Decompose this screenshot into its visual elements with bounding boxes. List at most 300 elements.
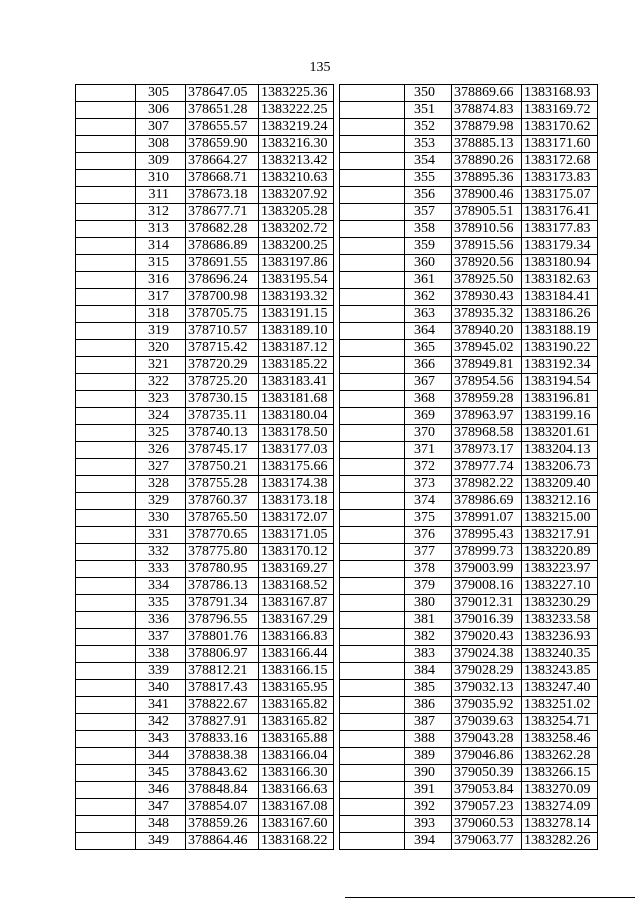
x-coordinate-cell: 379020.43 xyxy=(452,629,522,646)
table-row xyxy=(76,408,334,425)
y-coordinate-cell: 1383222.25 xyxy=(259,102,334,119)
table-row xyxy=(76,663,334,680)
point-number-cell: 318 xyxy=(136,306,186,323)
point-number-cell: 306 xyxy=(136,102,186,119)
blank-cell xyxy=(76,408,136,425)
table-row xyxy=(340,714,598,731)
blank-cell xyxy=(340,221,405,238)
x-coordinate-cell: 378999.73 xyxy=(452,544,522,561)
table-row xyxy=(76,697,334,714)
y-coordinate-cell: 1383173.18 xyxy=(259,493,334,510)
point-number-cell: 390 xyxy=(405,765,452,782)
blank-cell xyxy=(76,85,136,102)
point-number-cell: 391 xyxy=(405,782,452,799)
point-number-cell: 324 xyxy=(136,408,186,425)
page-number: 135 xyxy=(309,60,331,75)
blank-cell xyxy=(76,765,136,782)
y-coordinate-cell: 1383172.07 xyxy=(259,510,334,527)
table-row xyxy=(340,255,598,272)
blank-cell xyxy=(340,357,405,374)
y-coordinate-cell: 1383167.29 xyxy=(259,612,334,629)
y-coordinate-cell: 1383278.14 xyxy=(522,816,598,833)
blank-cell xyxy=(340,170,405,187)
table-row xyxy=(76,289,334,306)
blank-cell xyxy=(340,799,405,816)
x-coordinate-cell: 378659.90 xyxy=(186,136,259,153)
table-row xyxy=(340,374,598,391)
point-number-cell: 354 xyxy=(405,153,452,170)
point-number-cell: 349 xyxy=(136,833,186,850)
table-row xyxy=(76,187,334,204)
y-coordinate-cell: 1383173.83 xyxy=(522,170,598,187)
blank-cell xyxy=(340,782,405,799)
point-number-cell: 332 xyxy=(136,544,186,561)
x-coordinate-cell: 378750.21 xyxy=(186,459,259,476)
point-number-cell: 371 xyxy=(405,442,452,459)
y-coordinate-cell: 1383233.58 xyxy=(522,612,598,629)
x-coordinate-cell: 378796.55 xyxy=(186,612,259,629)
x-coordinate-cell: 378945.02 xyxy=(452,340,522,357)
y-coordinate-cell: 1383220.89 xyxy=(522,544,598,561)
point-number-cell: 392 xyxy=(405,799,452,816)
x-coordinate-cell: 378963.97 xyxy=(452,408,522,425)
x-coordinate-cell: 378655.57 xyxy=(186,119,259,136)
x-coordinate-cell: 378730.15 xyxy=(186,391,259,408)
y-coordinate-cell: 1383168.22 xyxy=(259,833,334,850)
table-row xyxy=(340,170,598,187)
table-row xyxy=(340,595,598,612)
y-coordinate-cell: 1383166.63 xyxy=(259,782,334,799)
table-row xyxy=(76,238,334,255)
point-number-cell: 314 xyxy=(136,238,186,255)
table-row xyxy=(76,204,334,221)
y-coordinate-cell: 1383175.07 xyxy=(522,187,598,204)
blank-cell xyxy=(76,238,136,255)
y-coordinate-cell: 1383213.42 xyxy=(259,153,334,170)
blank-cell xyxy=(76,204,136,221)
coordinate-table-right-body xyxy=(340,85,598,850)
blank-cell xyxy=(76,425,136,442)
x-coordinate-cell: 378905.51 xyxy=(452,204,522,221)
y-coordinate-cell: 1383169.72 xyxy=(522,102,598,119)
point-number-cell: 308 xyxy=(136,136,186,153)
table-row xyxy=(340,697,598,714)
point-number-cell: 384 xyxy=(405,663,452,680)
point-number-cell: 394 xyxy=(405,833,452,850)
y-coordinate-cell: 1383186.26 xyxy=(522,306,598,323)
point-number-cell: 323 xyxy=(136,391,186,408)
blank-cell xyxy=(340,289,405,306)
table-row xyxy=(340,119,598,136)
table-row xyxy=(340,833,598,850)
table-row xyxy=(340,272,598,289)
point-number-cell: 317 xyxy=(136,289,186,306)
x-coordinate-cell: 378647.05 xyxy=(186,85,259,102)
table-row xyxy=(76,748,334,765)
blank-cell xyxy=(340,527,405,544)
point-number-cell: 378 xyxy=(405,561,452,578)
coordinate-table-left-body xyxy=(76,85,334,850)
x-coordinate-cell: 378827.91 xyxy=(186,714,259,731)
point-number-cell: 350 xyxy=(405,85,452,102)
blank-cell xyxy=(340,119,405,136)
table-row xyxy=(76,680,334,697)
table-row xyxy=(340,136,598,153)
blank-cell xyxy=(340,323,405,340)
blank-cell xyxy=(340,102,405,119)
x-coordinate-cell: 378760.37 xyxy=(186,493,259,510)
point-number-cell: 382 xyxy=(405,629,452,646)
y-coordinate-cell: 1383170.12 xyxy=(259,544,334,561)
table-row xyxy=(340,748,598,765)
x-coordinate-cell: 379008.16 xyxy=(452,578,522,595)
point-number-cell: 342 xyxy=(136,714,186,731)
x-coordinate-cell: 378968.58 xyxy=(452,425,522,442)
table-row xyxy=(76,306,334,323)
blank-cell xyxy=(76,680,136,697)
x-coordinate-cell: 378869.66 xyxy=(452,85,522,102)
y-coordinate-cell: 1383176.41 xyxy=(522,204,598,221)
y-coordinate-cell: 1383202.72 xyxy=(259,221,334,238)
blank-cell xyxy=(76,646,136,663)
x-coordinate-cell: 378920.56 xyxy=(452,255,522,272)
table-row xyxy=(76,782,334,799)
point-number-cell: 345 xyxy=(136,765,186,782)
y-coordinate-cell: 1383184.41 xyxy=(522,289,598,306)
blank-cell xyxy=(76,102,136,119)
table-row xyxy=(76,102,334,119)
point-number-cell: 363 xyxy=(405,306,452,323)
y-coordinate-cell: 1383247.40 xyxy=(522,680,598,697)
y-coordinate-cell: 1383172.68 xyxy=(522,153,598,170)
x-coordinate-cell: 378977.74 xyxy=(452,459,522,476)
table-row xyxy=(76,527,334,544)
blank-cell xyxy=(340,476,405,493)
x-coordinate-cell: 378686.89 xyxy=(186,238,259,255)
x-coordinate-cell: 378959.28 xyxy=(452,391,522,408)
blank-cell xyxy=(76,289,136,306)
x-coordinate-cell: 378725.20 xyxy=(186,374,259,391)
blank-cell xyxy=(76,578,136,595)
x-coordinate-cell: 378664.27 xyxy=(186,153,259,170)
y-coordinate-cell: 1383177.83 xyxy=(522,221,598,238)
point-number-cell: 326 xyxy=(136,442,186,459)
blank-cell xyxy=(340,272,405,289)
point-number-cell: 348 xyxy=(136,816,186,833)
x-coordinate-cell: 379060.53 xyxy=(452,816,522,833)
blank-cell xyxy=(76,629,136,646)
x-coordinate-cell: 379016.39 xyxy=(452,612,522,629)
x-coordinate-cell: 378755.28 xyxy=(186,476,259,493)
blank-cell xyxy=(340,187,405,204)
y-coordinate-cell: 1383236.93 xyxy=(522,629,598,646)
point-number-cell: 352 xyxy=(405,119,452,136)
table-row xyxy=(76,170,334,187)
point-number-cell: 356 xyxy=(405,187,452,204)
x-coordinate-cell: 378864.46 xyxy=(186,833,259,850)
point-number-cell: 368 xyxy=(405,391,452,408)
blank-cell xyxy=(76,748,136,765)
x-coordinate-cell: 379032.13 xyxy=(452,680,522,697)
point-number-cell: 310 xyxy=(136,170,186,187)
x-coordinate-cell: 378848.84 xyxy=(186,782,259,799)
table-row xyxy=(340,221,598,238)
y-coordinate-cell: 1383181.68 xyxy=(259,391,334,408)
blank-cell xyxy=(340,680,405,697)
y-coordinate-cell: 1383243.85 xyxy=(522,663,598,680)
point-number-cell: 316 xyxy=(136,272,186,289)
blank-cell xyxy=(76,527,136,544)
y-coordinate-cell: 1383212.16 xyxy=(522,493,598,510)
point-number-cell: 370 xyxy=(405,425,452,442)
blank-cell xyxy=(340,425,405,442)
y-coordinate-cell: 1383206.73 xyxy=(522,459,598,476)
x-coordinate-cell: 378691.55 xyxy=(186,255,259,272)
table-row xyxy=(76,544,334,561)
y-coordinate-cell: 1383167.08 xyxy=(259,799,334,816)
y-coordinate-cell: 1383207.92 xyxy=(259,187,334,204)
blank-cell xyxy=(340,578,405,595)
table-row xyxy=(76,833,334,850)
blank-cell xyxy=(340,561,405,578)
x-coordinate-cell: 378935.32 xyxy=(452,306,522,323)
point-number-cell: 328 xyxy=(136,476,186,493)
table-row xyxy=(340,578,598,595)
y-coordinate-cell: 1383166.44 xyxy=(259,646,334,663)
blank-cell xyxy=(340,442,405,459)
blank-cell xyxy=(76,612,136,629)
table-row xyxy=(340,476,598,493)
x-coordinate-cell: 378940.20 xyxy=(452,323,522,340)
point-number-cell: 373 xyxy=(405,476,452,493)
y-coordinate-cell: 1383165.82 xyxy=(259,714,334,731)
y-coordinate-cell: 1383225.36 xyxy=(259,85,334,102)
y-coordinate-cell: 1383215.00 xyxy=(522,510,598,527)
y-coordinate-cell: 1383178.50 xyxy=(259,425,334,442)
x-coordinate-cell: 378995.43 xyxy=(452,527,522,544)
point-number-cell: 369 xyxy=(405,408,452,425)
blank-cell xyxy=(76,255,136,272)
table-row xyxy=(76,323,334,340)
table-row xyxy=(340,459,598,476)
blank-cell xyxy=(340,816,405,833)
point-number-cell: 374 xyxy=(405,493,452,510)
point-number-cell: 333 xyxy=(136,561,186,578)
y-coordinate-cell: 1383165.88 xyxy=(259,731,334,748)
point-number-cell: 311 xyxy=(136,187,186,204)
y-coordinate-cell: 1383165.95 xyxy=(259,680,334,697)
x-coordinate-cell: 378765.50 xyxy=(186,510,259,527)
point-number-cell: 335 xyxy=(136,595,186,612)
x-coordinate-cell: 378859.26 xyxy=(186,816,259,833)
table-row xyxy=(340,731,598,748)
point-number-cell: 360 xyxy=(405,255,452,272)
point-number-cell: 375 xyxy=(405,510,452,527)
x-coordinate-cell: 378668.71 xyxy=(186,170,259,187)
point-number-cell: 362 xyxy=(405,289,452,306)
blank-cell xyxy=(340,136,405,153)
blank-cell xyxy=(76,221,136,238)
y-coordinate-cell: 1383201.61 xyxy=(522,425,598,442)
table-row xyxy=(76,731,334,748)
x-coordinate-cell: 378700.98 xyxy=(186,289,259,306)
point-number-cell: 344 xyxy=(136,748,186,765)
point-number-cell: 322 xyxy=(136,374,186,391)
x-coordinate-cell: 379053.84 xyxy=(452,782,522,799)
point-number-cell: 312 xyxy=(136,204,186,221)
x-coordinate-cell: 378843.62 xyxy=(186,765,259,782)
blank-cell xyxy=(340,238,405,255)
point-number-cell: 386 xyxy=(405,697,452,714)
x-coordinate-cell: 378806.97 xyxy=(186,646,259,663)
y-coordinate-cell: 1383209.40 xyxy=(522,476,598,493)
x-coordinate-cell: 379063.77 xyxy=(452,833,522,850)
y-coordinate-cell: 1383227.10 xyxy=(522,578,598,595)
blank-cell xyxy=(76,459,136,476)
y-coordinate-cell: 1383187.12 xyxy=(259,340,334,357)
y-coordinate-cell: 1383200.25 xyxy=(259,238,334,255)
x-coordinate-cell: 378973.17 xyxy=(452,442,522,459)
blank-cell xyxy=(76,510,136,527)
x-coordinate-cell: 379057.23 xyxy=(452,799,522,816)
y-coordinate-cell: 1383204.13 xyxy=(522,442,598,459)
x-coordinate-cell: 378885.13 xyxy=(452,136,522,153)
table-row xyxy=(76,561,334,578)
y-coordinate-cell: 1383177.03 xyxy=(259,442,334,459)
x-coordinate-cell: 379024.38 xyxy=(452,646,522,663)
x-coordinate-cell: 378890.26 xyxy=(452,153,522,170)
blank-cell xyxy=(76,544,136,561)
y-coordinate-cell: 1383174.38 xyxy=(259,476,334,493)
point-number-cell: 367 xyxy=(405,374,452,391)
blank-cell xyxy=(76,119,136,136)
point-number-cell: 377 xyxy=(405,544,452,561)
blank-cell xyxy=(76,170,136,187)
point-number-cell: 387 xyxy=(405,714,452,731)
table-row xyxy=(76,629,334,646)
x-coordinate-cell: 379039.63 xyxy=(452,714,522,731)
x-coordinate-cell: 378812.21 xyxy=(186,663,259,680)
table-row xyxy=(340,493,598,510)
table-row xyxy=(340,153,598,170)
point-number-cell: 339 xyxy=(136,663,186,680)
x-coordinate-cell: 378991.07 xyxy=(452,510,522,527)
point-number-cell: 383 xyxy=(405,646,452,663)
y-coordinate-cell: 1383180.94 xyxy=(522,255,598,272)
point-number-cell: 340 xyxy=(136,680,186,697)
y-coordinate-cell: 1383251.02 xyxy=(522,697,598,714)
y-coordinate-cell: 1383168.52 xyxy=(259,578,334,595)
blank-cell xyxy=(76,714,136,731)
point-number-cell: 357 xyxy=(405,204,452,221)
table-row xyxy=(76,646,334,663)
y-coordinate-cell: 1383168.93 xyxy=(522,85,598,102)
blank-cell xyxy=(76,391,136,408)
table-row xyxy=(340,544,598,561)
x-coordinate-cell: 378740.13 xyxy=(186,425,259,442)
x-coordinate-cell: 378874.83 xyxy=(452,102,522,119)
point-number-cell: 376 xyxy=(405,527,452,544)
point-number-cell: 321 xyxy=(136,357,186,374)
blank-cell xyxy=(340,255,405,272)
table-row xyxy=(340,408,598,425)
x-coordinate-cell: 379028.29 xyxy=(452,663,522,680)
table-row xyxy=(340,289,598,306)
table-row xyxy=(76,459,334,476)
y-coordinate-cell: 1383166.04 xyxy=(259,748,334,765)
y-coordinate-cell: 1383170.62 xyxy=(522,119,598,136)
point-number-cell: 315 xyxy=(136,255,186,272)
table-row xyxy=(340,187,598,204)
table-row xyxy=(340,306,598,323)
table-row xyxy=(76,510,334,527)
table-row xyxy=(340,102,598,119)
x-coordinate-cell: 378801.76 xyxy=(186,629,259,646)
x-coordinate-cell: 378780.95 xyxy=(186,561,259,578)
bottom-rule xyxy=(345,897,635,898)
blank-cell xyxy=(340,714,405,731)
y-coordinate-cell: 1383185.22 xyxy=(259,357,334,374)
point-number-cell: 380 xyxy=(405,595,452,612)
blank-cell xyxy=(340,374,405,391)
table-row xyxy=(340,799,598,816)
table-row xyxy=(76,221,334,238)
table-row xyxy=(340,340,598,357)
y-coordinate-cell: 1383194.54 xyxy=(522,374,598,391)
x-coordinate-cell: 378775.80 xyxy=(186,544,259,561)
y-coordinate-cell: 1383240.35 xyxy=(522,646,598,663)
y-coordinate-cell: 1383189.10 xyxy=(259,323,334,340)
x-coordinate-cell: 378949.81 xyxy=(452,357,522,374)
y-coordinate-cell: 1383262.28 xyxy=(522,748,598,765)
table-row xyxy=(340,204,598,221)
table-row xyxy=(340,663,598,680)
y-coordinate-cell: 1383217.91 xyxy=(522,527,598,544)
y-coordinate-cell: 1383166.83 xyxy=(259,629,334,646)
x-coordinate-cell: 378720.29 xyxy=(186,357,259,374)
blank-cell xyxy=(76,816,136,833)
point-number-cell: 341 xyxy=(136,697,186,714)
point-number-cell: 361 xyxy=(405,272,452,289)
blank-cell xyxy=(340,340,405,357)
y-coordinate-cell: 1383199.16 xyxy=(522,408,598,425)
blank-cell xyxy=(340,306,405,323)
x-coordinate-cell: 378925.50 xyxy=(452,272,522,289)
blank-cell xyxy=(340,510,405,527)
table-row xyxy=(76,714,334,731)
x-coordinate-cell: 378930.43 xyxy=(452,289,522,306)
coordinate-table-right xyxy=(339,84,598,850)
point-number-cell: 372 xyxy=(405,459,452,476)
blank-cell xyxy=(76,136,136,153)
table-row xyxy=(340,85,598,102)
x-coordinate-cell: 378833.16 xyxy=(186,731,259,748)
x-coordinate-cell: 378900.46 xyxy=(452,187,522,204)
point-number-cell: 359 xyxy=(405,238,452,255)
point-number-cell: 309 xyxy=(136,153,186,170)
point-number-cell: 319 xyxy=(136,323,186,340)
point-number-cell: 358 xyxy=(405,221,452,238)
table-row xyxy=(340,323,598,340)
blank-cell xyxy=(76,833,136,850)
x-coordinate-cell: 378915.56 xyxy=(452,238,522,255)
table-row xyxy=(76,272,334,289)
x-coordinate-cell: 378673.18 xyxy=(186,187,259,204)
x-coordinate-cell: 378745.17 xyxy=(186,442,259,459)
point-number-cell: 385 xyxy=(405,680,452,697)
point-number-cell: 337 xyxy=(136,629,186,646)
y-coordinate-cell: 1383195.54 xyxy=(259,272,334,289)
